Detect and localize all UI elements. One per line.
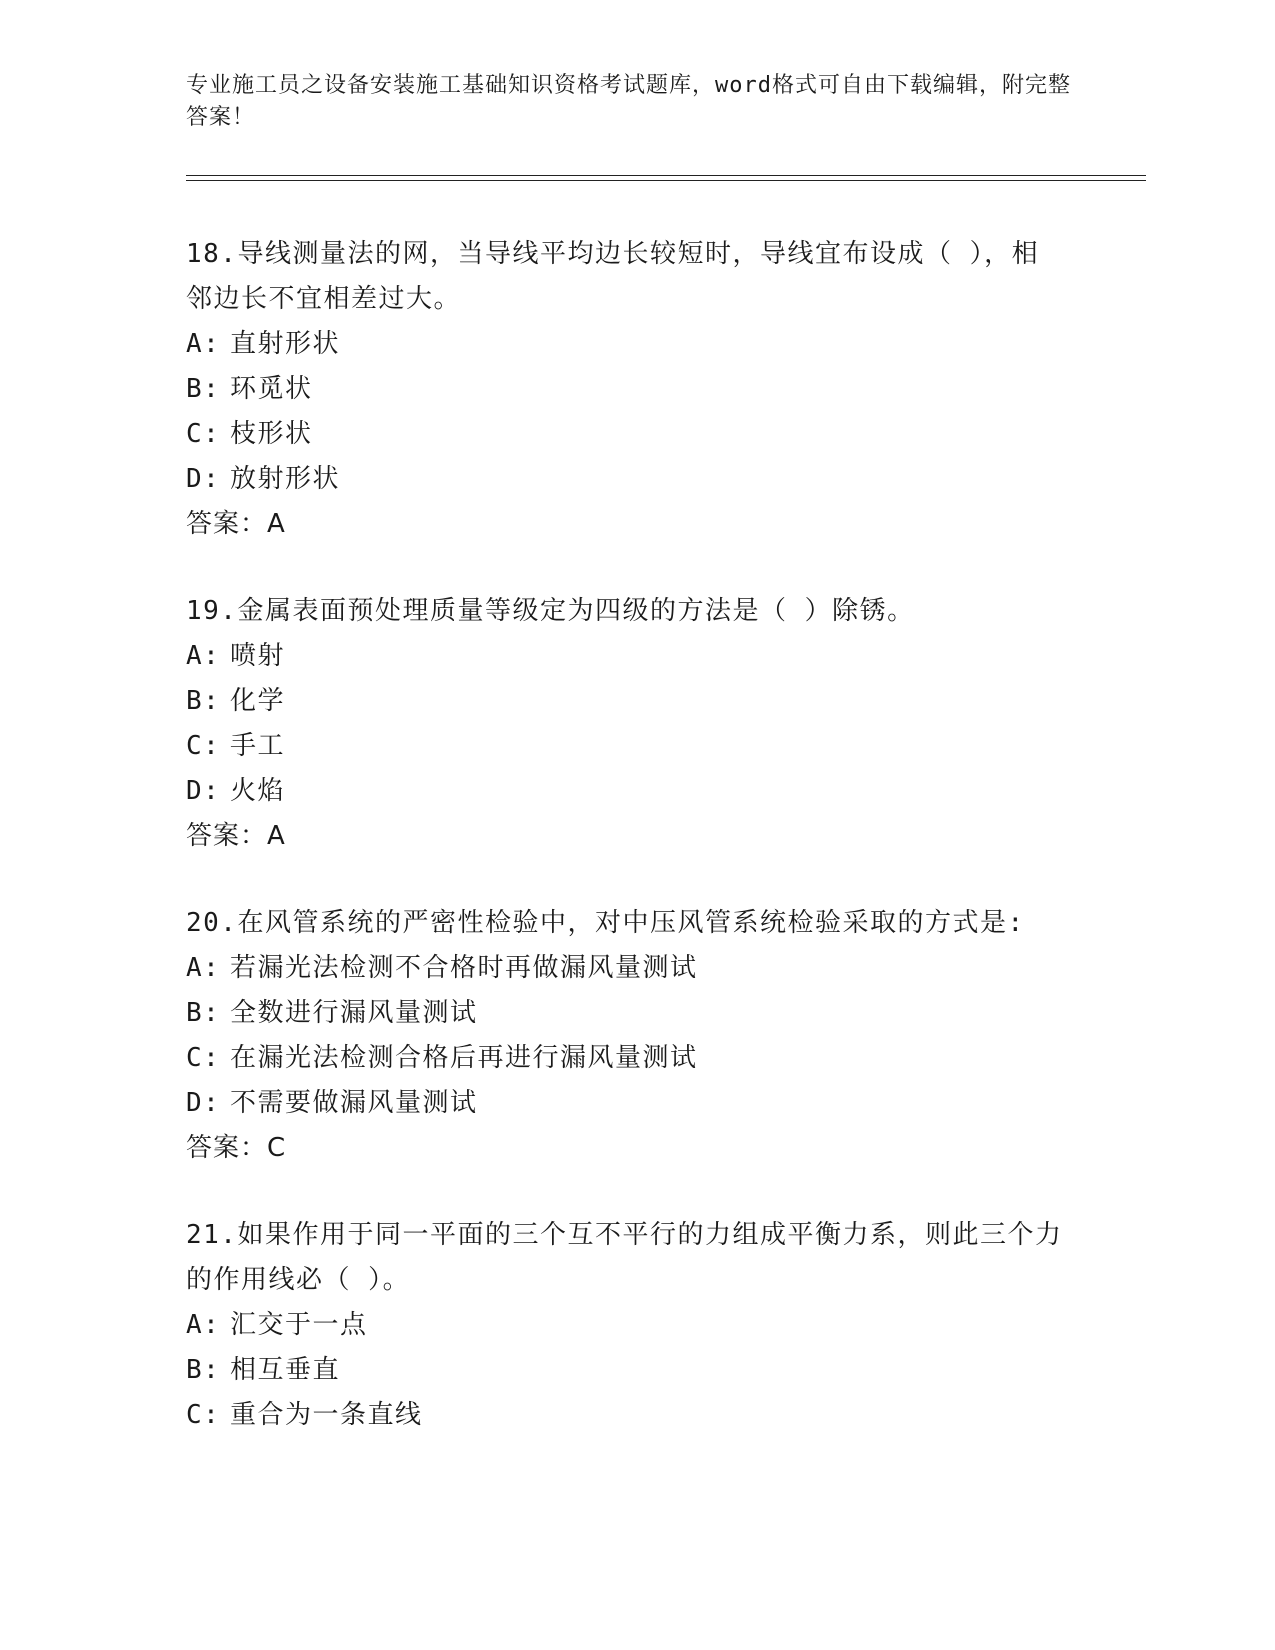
option-d (186, 1081, 1086, 1126)
header-divider-top (186, 175, 1146, 176)
option-letter: A: (186, 1310, 221, 1340)
option-text: 相互垂直 (230, 1355, 341, 1385)
option-letter: C: (186, 1043, 221, 1073)
option-letter: D: (186, 464, 221, 494)
header-divider-bottom (186, 180, 1146, 181)
option-text: 全数进行漏风量测试 (230, 998, 478, 1028)
question-20 (186, 901, 1086, 1171)
question-21 (186, 1213, 1086, 1438)
answer-line: 答案：C (186, 1133, 287, 1163)
option-letter: A: (186, 641, 221, 671)
option-letter: B: (186, 1355, 221, 1385)
option-text: 重合为一条直线 (230, 1400, 423, 1430)
option-text: 枝形状 (230, 419, 313, 449)
question-stem: 19.金属表面预处理质量等级定为四级的方法是（ ）除锈。 (186, 596, 915, 626)
option-text: 直射形状 (230, 329, 341, 359)
option-letter: D: (186, 776, 221, 806)
option-text: 放射形状 (230, 464, 341, 494)
option-c (186, 1036, 1086, 1081)
answer-line: 答案：A (186, 821, 286, 851)
option-letter: A: (186, 953, 221, 983)
option-text: 在漏光法检测合格后再进行漏风量测试 (230, 1043, 698, 1073)
option-letter: C: (186, 731, 221, 761)
option-a (186, 1303, 1086, 1348)
option-letter: C: (186, 419, 221, 449)
option-letter: B: (186, 374, 221, 404)
option-b (186, 367, 1086, 412)
option-letter: C: (186, 1400, 221, 1430)
option-text: 不需要做漏风量测试 (230, 1088, 478, 1118)
option-letter: D: (186, 1088, 221, 1118)
option-a (186, 946, 1086, 991)
option-text: 汇交于一点 (230, 1310, 368, 1340)
option-text: 手工 (230, 731, 286, 761)
question-stem: 21.如果作用于同一平面的三个互不平行的力组成平衡力系，则此三个力的作用线必（ ）。 (186, 1220, 1063, 1295)
question-18 (186, 232, 1086, 547)
option-text: 若漏光法检测不合格时再做漏风量测试 (230, 953, 698, 983)
option-text: 喷射 (230, 641, 286, 671)
option-b (186, 991, 1086, 1036)
question-stem: 20.在风管系统的严密性检验中，对中压风管系统检验采取的方式是: (186, 908, 1025, 938)
option-text: 环觅状 (230, 374, 313, 404)
option-c (186, 1393, 1086, 1438)
option-a (186, 634, 1086, 679)
option-letter: B: (186, 686, 221, 716)
option-b (186, 679, 1086, 724)
document-header: 专业施工员之设备安装施工基础知识资格考试题库，word格式可自由下载编辑，附完整答案！ (186, 73, 1071, 130)
option-c (186, 412, 1086, 457)
option-text: 化学 (230, 686, 286, 716)
question-19 (186, 589, 1086, 859)
question-stem: 18.导线测量法的网，当导线平均边长较短时，导线宜布设成（ ），相邻边长不宜相差过大。 (186, 239, 1040, 314)
option-a (186, 322, 1086, 367)
option-letter: A: (186, 329, 221, 359)
option-d (186, 769, 1086, 814)
option-c (186, 724, 1086, 769)
option-d (186, 457, 1086, 502)
answer-line: 答案：A (186, 509, 286, 539)
question-list (186, 232, 1086, 1480)
option-letter: B: (186, 998, 221, 1028)
option-b (186, 1348, 1086, 1393)
option-text: 火焰 (230, 776, 286, 806)
